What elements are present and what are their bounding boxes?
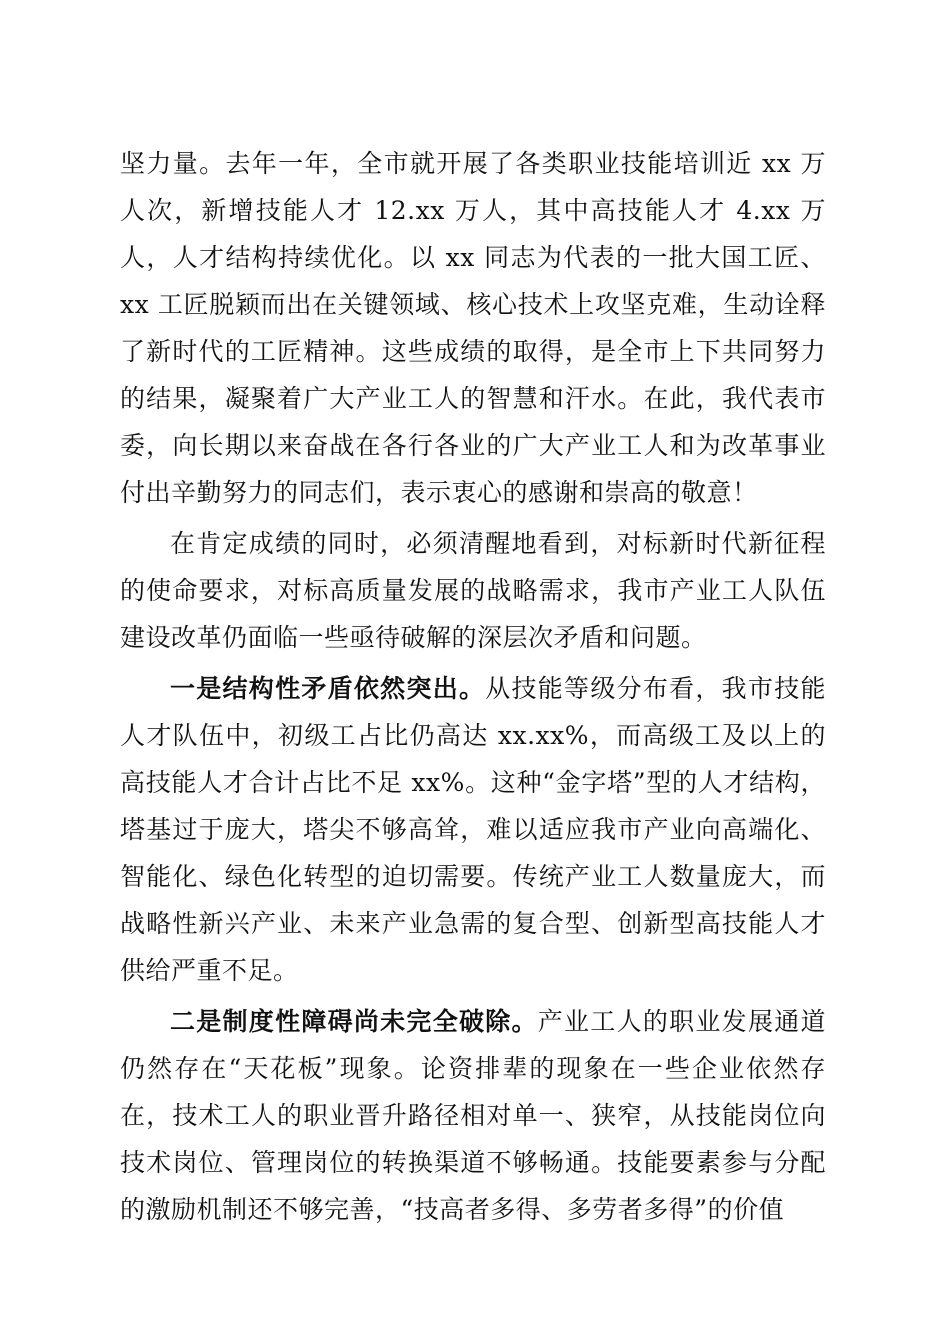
paragraph-text: 在肯定成绩的同时，必须清醒地看到，对标新时代新征程的使命要求，对标高质量发展的战略需求，我市产业工人队伍建设改革仍面临一些亟待破解的深层次矛盾和问题。 [120,529,826,652]
paragraph-structural [120,665,826,994]
paragraph-lead: 一是结构性矛盾依然突出。 [170,674,486,703]
document-body [120,140,826,1233]
paragraph-problems-intro [120,520,826,661]
paragraph-text: 产业工人的职业发展通道仍然存在“天花板”现象。论资排辈的现象在一些企业依然存在，技术工人的职业晋升路径相对单一、狭窄，从技能岗位向技术岗位、管理岗位的转换渠道不够畅通。技能要素参与分配的激励机制还不够完善，“技高者多得、多劳者多得”的价值 [120,1007,826,1224]
paragraph-institutional [120,998,826,1233]
paragraph-lead: 二是制度性障碍尚未完全破除。 [170,1007,538,1036]
paragraph-text: 从技能等级分布看，我市技能人才队伍中，初级工占比仍高达 xx.xx%，而高级工及以上的高技能人才合计占比不足 xx%。这种“金字塔”型的人才结构，塔基过于庞大，塔尖不够高耸，难以适应我市产业向高端化、智能化、绿色化转型的迫切需要。传统产业工人数量庞大，而战略性新兴产业、未来产业急需的复合型、创新型高技能人才供给严重不足。 [120,674,826,985]
paragraph-continued [120,140,826,516]
paragraph-text: 坚力量。去年一年，全市就开展了各类职业技能培训近 xx 万人次，新增技能人才 12.xx 万人，其中高技能人才 4.xx 万人，人才结构持续优化。以 xx 同志为代表的一批大国工匠、xx 工匠脱颖而出在关键领域、核心技术上攻坚克难，生动诠释了新时代的工匠精神。这些成绩的取得，是全市上下共同努力的结果，凝聚着广大产业工人的智慧和汗水。在此，我代表市委，向长期以来奋战在各行各业的广大产业工人和为改革事业付出辛勤努力的同志们，表示衷心的感谢和崇高的敬意！ [120,149,826,507]
